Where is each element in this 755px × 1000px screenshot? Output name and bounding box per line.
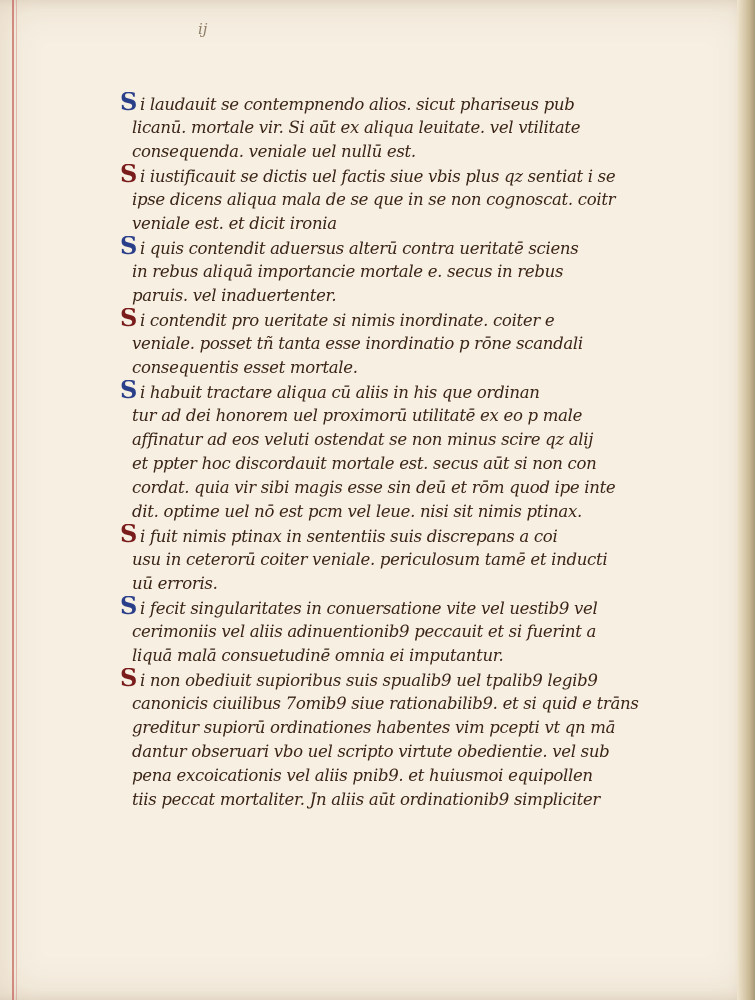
paragraph [120, 668, 660, 812]
line-text: i non obediuit supioribus suis spualib9 uel tpalib9 legib9 [140, 671, 598, 690]
text-line [120, 476, 660, 500]
text-line [120, 716, 660, 740]
text-line [120, 380, 660, 404]
line-text: greditur supiorū ordinationes habentes vim pcepti vt qn mā [132, 718, 616, 737]
paragraph [120, 236, 660, 308]
text-line [120, 644, 660, 668]
text-line [120, 260, 660, 284]
initial-letter: S [120, 668, 138, 692]
line-text: uū erroris. [132, 574, 218, 593]
initial-letter: S [120, 380, 138, 404]
line-text: dantur obseruari vbo uel scripto virtute obedientie. vel sub [132, 742, 610, 761]
line-text: veniale est. et dicit ironia [132, 214, 337, 233]
initial-letter: S [120, 524, 138, 548]
text-line [120, 452, 660, 476]
text-line [120, 620, 660, 644]
paragraph [120, 596, 660, 668]
line-text: i iustificauit se dictis uel factis siue vbis plus qz sentiat i se [140, 167, 616, 186]
margin-rule-inner [16, 0, 17, 1000]
text-line [120, 404, 660, 428]
paragraph [120, 524, 660, 596]
text-line [120, 356, 660, 380]
line-text: veniale. posset tñ tanta esse inordinatio p rōne scandali [132, 334, 583, 353]
line-text: consequentis esset mortale. [132, 358, 358, 377]
text-line [120, 92, 660, 116]
text-line [120, 500, 660, 524]
line-text: et ppter hoc discordauit mortale est. secus aūt si non con [132, 454, 597, 473]
line-text: i fuit nimis ptinax in sententiis suis discrepans a coi [140, 527, 558, 546]
folio-mark: ij [198, 20, 208, 38]
text-line [120, 140, 660, 164]
line-text: consequenda. veniale uel nullū est. [132, 142, 416, 161]
text-line [120, 212, 660, 236]
line-text: i fecit singularitates in conuersatione vite vel uestib9 vel [140, 599, 598, 618]
text-line [120, 788, 660, 812]
line-text: affinatur ad eos veluti ostendat se non minus scire qz alij [132, 430, 594, 449]
initial-letter: S [120, 308, 138, 332]
text-line [120, 236, 660, 260]
line-text: in rebus aliquā importancie mortale e. secus in rebus [132, 262, 564, 281]
initial-letter: S [120, 236, 138, 260]
line-text: cerimoniis vel aliis adinuentionib9 peccauit et si fuerint a [132, 622, 597, 641]
text-line [120, 572, 660, 596]
margin-rule [12, 0, 14, 1000]
text-line [120, 764, 660, 788]
text-line [120, 692, 660, 716]
initial-letter: S [120, 92, 138, 116]
initial-letter: S [120, 596, 138, 620]
paragraph [120, 380, 660, 524]
text-line [120, 668, 660, 692]
paragraph [120, 308, 660, 380]
initial-letter: S [120, 164, 138, 188]
line-text: liquā malā consuetudinē omnia ei imputantur. [132, 646, 504, 665]
line-text: canonicis ciuilibus 7omib9 siue rationabilib9. et si quid e trāns [132, 694, 639, 713]
line-text: pena excoicationis vel aliis pnib9. et huiusmoi equipollen [132, 766, 593, 785]
line-text: licanū. mortale vir. Si aūt ex aliqua leuitate. vel vtilitate [132, 118, 581, 137]
line-text: tiis peccat mortaliter. Jn aliis aūt ordinationib9 simpliciter [132, 790, 600, 809]
line-text: i laudauit se contempnendo alios. sicut phariseus pub [140, 95, 575, 114]
paragraph [120, 164, 660, 236]
line-text: i quis contendit aduersus alterū contra ueritatē sciens [140, 239, 579, 258]
text-line [120, 188, 660, 212]
line-text: tur ad dei honorem uel proximorū utilitatē ex eo p male [132, 406, 583, 425]
paragraph [120, 92, 660, 164]
line-text: ipse dicens aliqua mala de se que in se non cognoscat. coitr [132, 190, 616, 209]
text-line [120, 284, 660, 308]
line-text: cordat. quia vir sibi magis esse sin deū et rōm quod ipe inte [132, 478, 616, 497]
text-line [120, 308, 660, 332]
text-line [120, 116, 660, 140]
line-text: dit. optime uel nō est pcm vel leue. nisi sit nimis ptinax. [132, 502, 582, 521]
line-text: i habuit tractare aliqua cū aliis in his que ordinan [140, 383, 540, 402]
line-text: paruis. vel inaduertenter. [132, 286, 337, 305]
page-edge [737, 0, 755, 1000]
text-line [120, 524, 660, 548]
text-line [120, 548, 660, 572]
text-line [120, 740, 660, 764]
text-line [120, 332, 660, 356]
text-line [120, 164, 660, 188]
text-block [120, 92, 660, 812]
line-text: usu in ceterorū coiter veniale. periculosum tamē et inducti [132, 550, 608, 569]
text-line [120, 428, 660, 452]
text-line [120, 596, 660, 620]
line-text: i contendit pro ueritate si nimis inordinate. coiter e [140, 311, 555, 330]
